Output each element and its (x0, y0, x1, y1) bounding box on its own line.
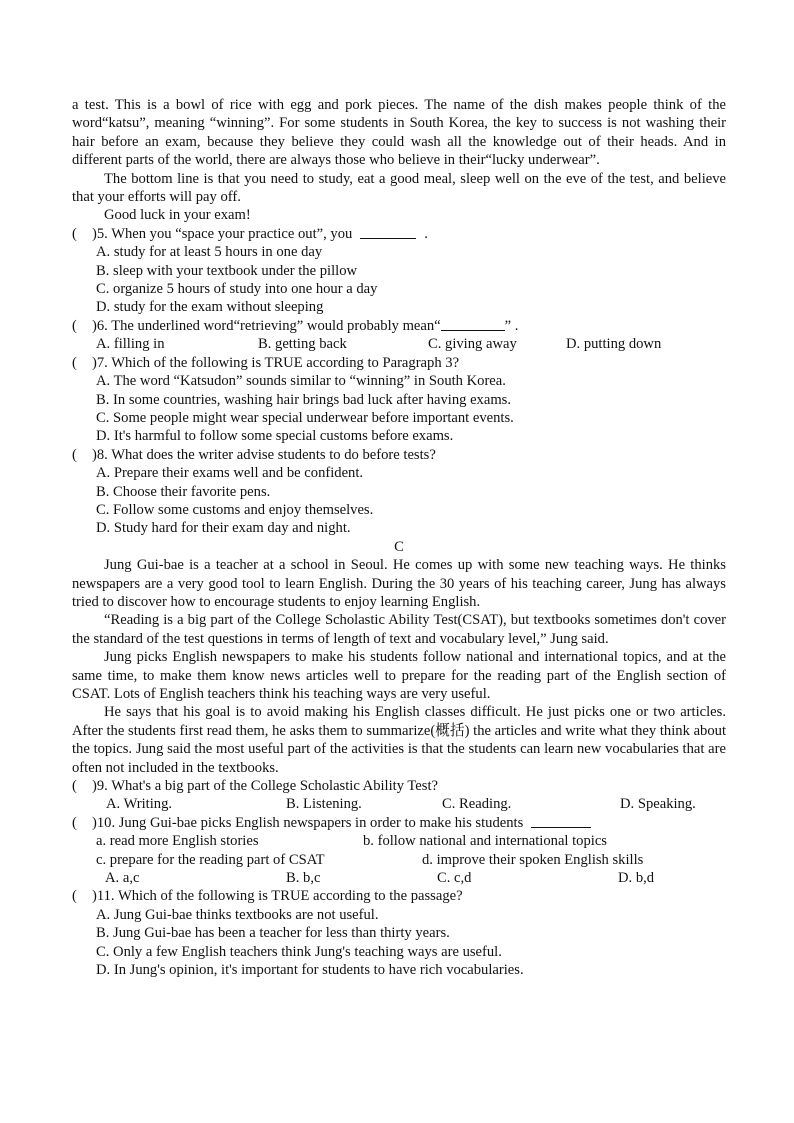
option: B. Jung Gui-bae has been a teacher for less than thirty years. (96, 925, 450, 942)
exam-page (72, 96, 726, 980)
answer-paren[interactable]: ( (72, 446, 77, 463)
options-row (72, 335, 726, 353)
question-7 (72, 354, 726, 372)
answer-paren[interactable]: ( (72, 888, 77, 905)
option: C. giving away (428, 336, 517, 353)
answer-paren[interactable]: ( (72, 778, 77, 795)
answer-blank[interactable] (441, 317, 505, 331)
items-row (72, 851, 726, 869)
question-stem: )9. What's a big part of the College Scholastic Ability Test? (92, 778, 438, 795)
options-row (72, 795, 726, 813)
option: C. Reading. (442, 796, 512, 813)
option: D. b,d (618, 870, 655, 887)
passage-c-paragraph: Jung Gui-bae is a teacher at a school in Seoul. He comes up with some new teaching ways. He thinks newspapers are a very good tool to learn English. During the 30 years of his teaching career, Jung has always tried to discover how to encourage students to enjoy learning English. (72, 557, 726, 610)
question-11 (72, 887, 726, 905)
option: A. filling in (96, 336, 165, 353)
option: A. Prepare their exams well and be confident. (96, 465, 364, 482)
item: d. improve their spoken English skills (422, 851, 644, 868)
option: D. In Jung's opinion, it's important for students to have rich vocabularies. (96, 962, 524, 979)
option: C. Only a few English teachers think Jung's teaching ways are useful. (96, 943, 502, 960)
item: b. follow national and international topics (363, 833, 607, 850)
passage-c-paragraph: He says that his goal is to avoid making his English classes difficult. He just picks one or two articles. After the students first read them, he asks them to summarize(概括) the articles and write what they think about the topics. Jung said the most useful part of the activities is that the students can learn new vocabularies that are often not included in the textbooks. (72, 704, 726, 776)
option: D. Speaking. (620, 796, 696, 813)
option: D. It's harmful to follow some special customs before exams. (96, 428, 454, 445)
option: A. study for at least 5 hours in one day (96, 244, 323, 261)
options-row (72, 869, 726, 887)
answer-paren[interactable]: ( (72, 225, 77, 242)
question-5 (72, 225, 726, 243)
question-stem: )5. When you “space your practice out”, you (92, 225, 353, 242)
option: A. Jung Gui-bae thinks textbooks are not useful. (96, 906, 379, 923)
option: A. a,c (105, 870, 140, 887)
item: c. prepare for the reading part of CSAT (96, 851, 325, 868)
option: C. organize 5 hours of study into one hour a day (96, 281, 378, 298)
option: C. Follow some customs and enjoy themselves. (96, 501, 374, 518)
option: D. study for the exam without sleeping (96, 299, 324, 316)
question-9 (72, 777, 726, 795)
question-10 (72, 814, 726, 832)
question-stem: )6. The underlined word“retrieving” would probably mean“ (92, 317, 441, 334)
option: D. Study hard for their exam day and night. (96, 520, 351, 537)
question-stem: )11. Which of the following is TRUE according to the passage? (92, 888, 463, 905)
question-stem: )8. What does the writer advise students to do before tests? (92, 446, 436, 463)
option: B. b,c (286, 870, 321, 887)
question-6 (72, 317, 726, 335)
option: B. In some countries, washing hair brings bad luck after having exams. (96, 391, 512, 408)
option: B. sleep with your textbook under the pillow (96, 262, 358, 279)
option: C. Some people might wear special underwear before important events. (96, 409, 514, 426)
option: A. Writing. (106, 796, 173, 813)
answer-paren[interactable]: ( (72, 354, 77, 371)
passage-b-paragraph: a test. This is a bowl of rice with egg and pork pieces. The name of the dish makes people think of the word“katsu”, meaning “winning”. For some students in South Korea, the key to success is not washing their hair before an exam, because they believe they could wash all the knowledge out of their heads. And in different parts of the world, there are always those who believe in their“lucky underwear”. (72, 97, 726, 169)
item: a. read more English stories (96, 833, 259, 850)
option: A. The word “Katsudon” sounds similar to “winning” in South Korea. (96, 373, 506, 390)
passage-b-paragraph: The bottom line is that you need to study, eat a good meal, sleep well on the eve of the test, and believe that your efforts will pay off. (72, 170, 726, 206)
passage-b-paragraph: Good luck in your exam! (104, 207, 251, 224)
passage-c-paragraph: “Reading is a big part of the College Scholastic Ability Test(CSAT), but textbooks sometimes don't cover the standard of the test questions in terms of length of text and vocabulary level,” Jung said. (72, 612, 726, 647)
question-stem-end: . (424, 225, 428, 242)
items-row (72, 832, 726, 850)
question-stem: )10. Jung Gui-bae picks English newspapers in order to make his students (92, 814, 524, 831)
answer-paren[interactable]: ( (72, 814, 77, 831)
answer-paren[interactable]: ( (72, 317, 77, 334)
option: D. putting down (566, 336, 662, 353)
option: B. Listening. (286, 796, 362, 813)
option: C. c,d (437, 870, 472, 887)
option: B. Choose their favorite pens. (96, 483, 271, 500)
answer-blank[interactable] (360, 225, 416, 239)
option: B. getting back (258, 336, 347, 353)
passage-c-paragraph: Jung picks English newspapers to make his students follow national and international topics, and at the same time, to make them know news articles well to prepare for the reading part of the English section of CSAT. Lots of English teachers think his teaching ways are very useful. (72, 649, 726, 702)
question-stem: )7. Which of the following is TRUE according to Paragraph 3? (92, 354, 460, 371)
question-stem-end: ” . (504, 317, 519, 334)
section-heading: C (394, 538, 404, 555)
question-8 (72, 446, 726, 464)
answer-blank[interactable] (531, 814, 591, 828)
